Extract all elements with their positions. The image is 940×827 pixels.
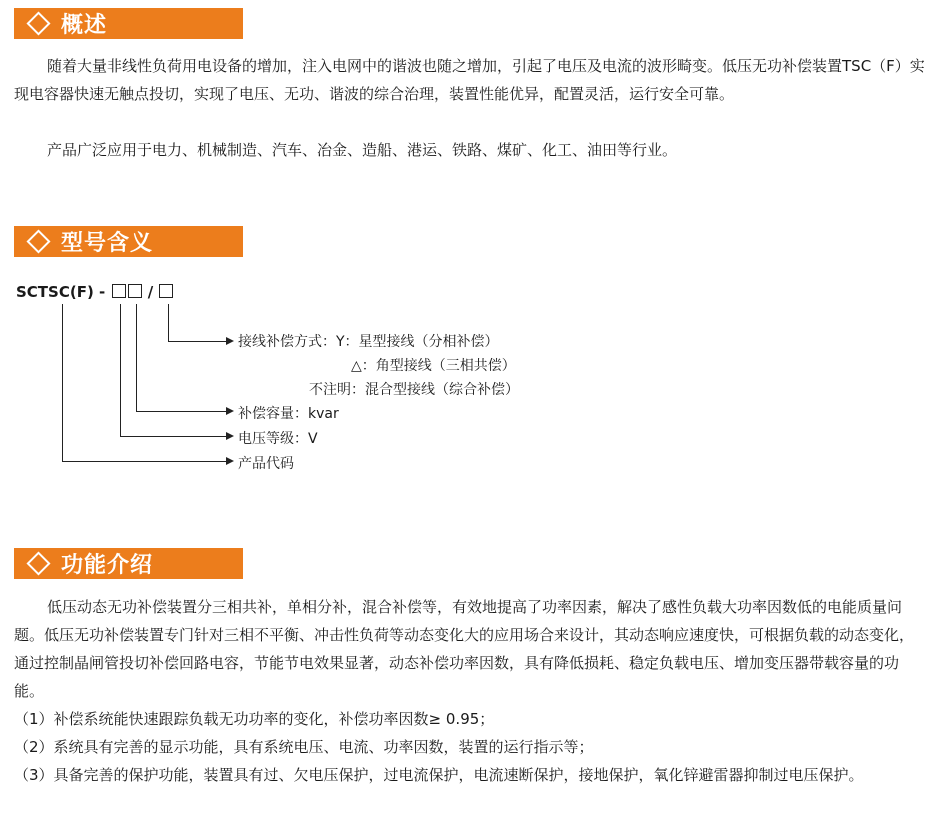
connector-line [136, 411, 226, 412]
placeholder-box [128, 284, 142, 298]
item-number: （3） [14, 766, 54, 784]
item-text: 补偿系统能快速跟踪负载无功功率的变化，补偿功率因数≥ 0.95； [53, 710, 495, 728]
connector-line [62, 461, 226, 462]
feature-item [14, 761, 926, 789]
section-header-overview [14, 8, 243, 39]
features-paragraph: 低压动态无功补偿装置分三相共补，单相分补，混合补偿等，有效地提高了功率因素，解决了感性负载大功率因数低的电能质量问题。低压无功补偿装置专门针对三相不平衡、冲击性负荷等动态变化大的应用场合来设计，其动态响应速度快，可根据负载的动态变化，通过控制晶闸管投切补偿回路电容，节能节电效果显著，动态补偿功率因数，具有降低损耗、稳定负载电压、增加变压器带载容量的功能。 [14, 598, 915, 700]
capacity-label: 补偿容量：kvar [238, 406, 339, 422]
item-text: 系统具有完善的显示功能，具有系统电压、电流、功率因数，装置的运行指示等； [53, 738, 594, 756]
diamond-icon [26, 229, 50, 253]
connector-line [120, 304, 121, 437]
voltage-label: 电压等级：V [238, 431, 318, 447]
wiring-mode-label: 接线补偿方式：Y：星型接线（分相补偿） [238, 334, 499, 350]
connector-line [168, 341, 226, 342]
section-header-model [14, 226, 243, 257]
item-number: （1） [14, 710, 54, 728]
product-code-label: 产品代码 [238, 456, 294, 472]
placeholder-box [159, 284, 173, 298]
feature-item [14, 733, 926, 761]
connector-line [168, 304, 169, 342]
model-code-slash: / [147, 283, 154, 301]
connector-line [136, 304, 137, 412]
arrow-icon [226, 432, 234, 440]
arrow-icon [226, 457, 234, 465]
item-number: （2） [14, 738, 54, 756]
placeholder-box [112, 284, 126, 298]
arrow-icon [226, 337, 234, 345]
connector-line [62, 304, 63, 462]
arrow-icon [226, 407, 234, 415]
model-code-dash: - [99, 283, 106, 301]
item-text: 具备完善的保护功能，装置具有过、欠电压保护，过电流保护，电流速断保护，接地保护，氧化锌避雷器抑制过电压保护。 [53, 766, 864, 784]
wiring-mode-delta: △：角型接线（三相共偿） [351, 358, 516, 374]
feature-item [14, 705, 926, 733]
model-code-prefix: SCTSC(F) [16, 283, 94, 301]
application-paragraph: 产品广泛应用于电力、机械制造、汽车、冶金、造船、港运、铁路、煤矿、化工、油田等行业。 [47, 141, 678, 159]
section-title: 型号含义 [61, 231, 154, 256]
diamond-icon [26, 11, 50, 35]
section-header-features [14, 548, 243, 579]
section-title: 功能介绍 [61, 553, 154, 578]
diamond-icon [26, 551, 50, 575]
section-title: 概述 [61, 13, 108, 38]
connector-line [120, 436, 226, 437]
overview-paragraph: 随着大量非线性负荷用电设备的增加，注入电网中的谐波也随之增加，引起了电压及电流的波形畸变。低压无功补偿装置TSC（F）实现电容器快速无触点投切，实现了电压、无功、谐波的综合治理，装置性能优异，配置灵活，运行安全可靠。 [14, 57, 925, 103]
wiring-mode-default: 不注明：混合型接线（综合补偿） [309, 382, 519, 398]
model-code [16, 283, 174, 301]
